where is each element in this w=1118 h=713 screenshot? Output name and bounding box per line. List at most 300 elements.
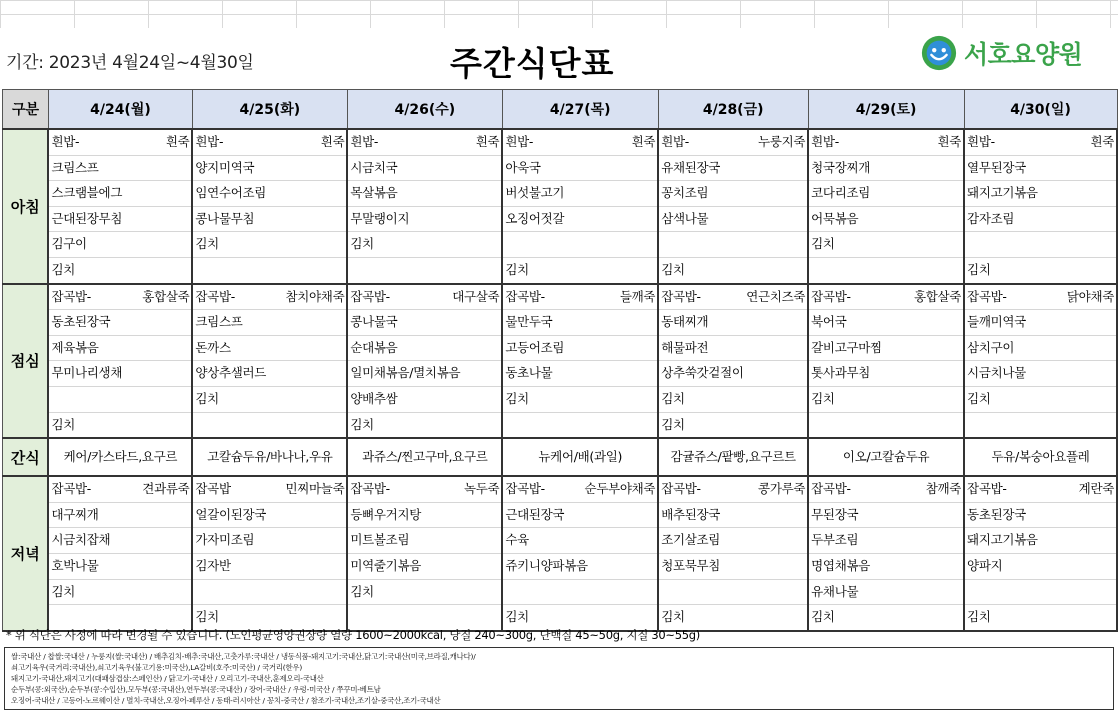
menu-item-text: 김치 xyxy=(51,416,76,432)
menu-item-text: 김치 xyxy=(661,609,685,625)
menu-item xyxy=(49,605,191,630)
menu-item xyxy=(49,285,191,311)
menu-item-text: 김치 xyxy=(967,609,991,625)
menu-item-text: 김치 xyxy=(195,609,219,625)
menu-cell xyxy=(964,284,1117,439)
menu-cell xyxy=(502,284,658,439)
menu-item xyxy=(503,258,657,283)
menu-item-text: 김치 xyxy=(350,583,374,599)
menu-item xyxy=(503,207,657,233)
menu-item xyxy=(965,477,1116,503)
day-header: 4/30(일) xyxy=(964,90,1117,130)
menu-item xyxy=(503,477,657,503)
menu-item xyxy=(965,130,1116,156)
menu-cell xyxy=(502,438,658,476)
menu-item xyxy=(49,310,191,336)
menu-item-text: 김치 xyxy=(811,609,835,625)
menu-item-text: 두부조림 xyxy=(811,532,859,548)
snack-text: 두유/복숭아요플레 xyxy=(991,449,1090,465)
snack-text: 케어/카스타드,요구르 xyxy=(63,449,178,465)
menu-item-text: 흰밥- xyxy=(195,134,224,149)
porridge-text: 견과류죽 xyxy=(142,481,190,497)
menu-item-text: 잡곡밥 xyxy=(195,481,231,497)
menu-item xyxy=(659,528,807,554)
menu-item xyxy=(193,580,346,606)
menu-item xyxy=(659,387,807,413)
menu-item xyxy=(659,232,807,258)
menu-item-text: 흰밥- xyxy=(811,134,839,149)
menu-item xyxy=(193,207,346,233)
origin-info-box xyxy=(4,647,1114,710)
menu-item-text: 임연수어조림 xyxy=(195,185,267,201)
menu-item-text: 등뼈우거지탕 xyxy=(350,506,422,522)
menu-item xyxy=(193,361,346,387)
menu-item xyxy=(503,503,657,529)
menu-item xyxy=(809,580,963,606)
menu-item xyxy=(49,207,191,233)
menu-item xyxy=(49,554,191,580)
menu-item xyxy=(965,387,1116,413)
menu-item-text: 해물파전 xyxy=(661,339,709,355)
origin-line: 쇠고기육우(국거리:국내산),쇠고기육우(불고기용:미국산),LA갈비(호주:미국산) / 국거리(한우) xyxy=(11,663,303,672)
menu-cell xyxy=(502,476,658,631)
menu-item-text: 잡곡밥- xyxy=(967,481,1007,497)
menu-item-text: 동초된장국 xyxy=(51,314,111,330)
menu-item xyxy=(49,477,191,503)
menu-item xyxy=(809,554,963,580)
porridge-text: 흰죽 xyxy=(320,134,345,149)
menu-item xyxy=(503,310,657,336)
menu-item xyxy=(348,503,501,529)
menu-item xyxy=(49,336,191,362)
menu-item-text: 김치 xyxy=(967,390,991,406)
menu-item xyxy=(503,580,657,606)
menu-item-text: 들깨미역국 xyxy=(967,314,1026,330)
menu-item xyxy=(659,413,807,438)
menu-item xyxy=(49,387,191,413)
menu-item xyxy=(965,310,1116,336)
menu-item-text: 크림스프 xyxy=(51,159,99,175)
menu-item-text: 쥬키니양파볶음 xyxy=(505,557,588,573)
menu-item xyxy=(965,207,1116,233)
menu-item-text: 김치 xyxy=(350,416,374,432)
menu-item xyxy=(965,258,1116,283)
menu-item-text: 콩나물국 xyxy=(350,314,398,330)
menu-item-text: 양파지 xyxy=(967,557,1003,573)
menu-item xyxy=(348,232,501,258)
menu-item-text: 돼지고기볶음 xyxy=(967,532,1038,548)
sheet-gridlines xyxy=(0,0,1118,28)
menu-item-text: 시금치잡채 xyxy=(51,532,111,548)
meal-label: 간식 xyxy=(3,438,49,476)
menu-item xyxy=(965,361,1116,387)
menu-item xyxy=(809,605,963,630)
menu-cell xyxy=(347,476,502,631)
day-header: 4/25(화) xyxy=(192,90,347,130)
origin-line: 순두부(콩:외국산),순두부(콩:수입산),모두부(콩:국내산),연두부(콩:국내산) / 장어-국내산 / 우렁-미국산 / 쭈꾸미-베트남 xyxy=(11,685,381,694)
menu-item xyxy=(809,361,963,387)
menu-item xyxy=(503,130,657,156)
menu-item xyxy=(348,310,501,336)
snack-text: 고칼슘두유/바나나,우유 xyxy=(207,449,333,465)
menu-item-text: 물만두국 xyxy=(505,314,553,330)
meal-row xyxy=(3,476,1118,631)
menu-item-text: 흰밥- xyxy=(505,134,534,149)
menu-item-text: 김치 xyxy=(967,261,991,277)
menu-item xyxy=(193,310,346,336)
weekly-menu-table xyxy=(2,89,1118,632)
menu-item-text: 조기살조림 xyxy=(661,532,721,548)
menu-item-text: 청국장찌개 xyxy=(811,159,871,175)
menu-item xyxy=(193,503,346,529)
menu-item xyxy=(659,156,807,182)
menu-item xyxy=(809,181,963,207)
menu-item xyxy=(49,413,191,438)
menu-item xyxy=(965,232,1116,258)
day-header: 4/29(토) xyxy=(808,90,964,130)
menu-item xyxy=(49,361,191,387)
porridge-text: 누룽지죽 xyxy=(758,134,806,149)
menu-cell xyxy=(964,438,1117,476)
menu-item-text: 어묵볶음 xyxy=(811,210,859,226)
menu-item-text: 북어국 xyxy=(811,314,847,330)
menu-item xyxy=(809,310,963,336)
porridge-text: 참깨죽 xyxy=(925,481,962,497)
menu-item-text: 흰밥- xyxy=(967,134,995,149)
menu-item xyxy=(659,477,807,503)
menu-item-text: 흰밥- xyxy=(51,134,80,149)
menu-item-text: 미트볼조림 xyxy=(350,532,410,548)
menu-item xyxy=(49,232,191,258)
menu-item xyxy=(659,130,807,156)
menu-cell xyxy=(48,129,192,284)
menu-item-text: 톳사과무침 xyxy=(811,365,871,381)
porridge-text: 흰죽 xyxy=(165,134,190,149)
menu-item xyxy=(965,181,1116,207)
porridge-text: 녹두죽 xyxy=(463,481,500,497)
menu-item xyxy=(809,387,963,413)
menu-item xyxy=(503,528,657,554)
menu-item xyxy=(503,387,657,413)
menu-item xyxy=(659,336,807,362)
porridge-text: 순두부야채죽 xyxy=(584,481,656,497)
menu-cell xyxy=(48,476,192,631)
menu-item-text: 잡곡밥- xyxy=(350,481,390,497)
menu-item-text: 김치 xyxy=(505,390,529,406)
menu-item-text: 수육 xyxy=(505,532,529,548)
menu-item-text: 아욱국 xyxy=(505,159,541,175)
menu-item xyxy=(49,181,191,207)
menu-item-text: 명엽채볶음 xyxy=(811,557,871,573)
meal-label: 저녁 xyxy=(3,476,49,631)
menu-item-text: 김치 xyxy=(661,390,685,406)
logo-text: 서호요양원 xyxy=(964,40,1083,69)
menu-item xyxy=(503,181,657,207)
menu-item xyxy=(348,477,501,503)
menu-item-text: 잡곡밥- xyxy=(811,481,851,497)
meal-label: 아침 xyxy=(3,129,49,284)
day-header: 4/28(금) xyxy=(658,90,808,130)
menu-item xyxy=(809,503,963,529)
menu-item xyxy=(193,477,346,503)
menu-item-text: 시금치국 xyxy=(350,159,398,175)
menu-item-text: 무미나리생채 xyxy=(51,365,123,381)
period-text: 기간: 2023년 4월24일~4월30일 xyxy=(6,53,254,73)
menu-item-text: 콩나물무침 xyxy=(195,210,255,226)
menu-item-text: 미역줄기볶음 xyxy=(350,557,422,573)
menu-item xyxy=(49,528,191,554)
menu-item xyxy=(659,181,807,207)
day-header: 4/26(수) xyxy=(347,90,502,130)
meal-row xyxy=(3,129,1118,284)
menu-cell xyxy=(808,284,964,439)
menu-item-text: 동초나물 xyxy=(505,365,553,381)
menu-item xyxy=(348,207,501,233)
menu-item xyxy=(193,528,346,554)
porridge-text: 참치야채죽 xyxy=(285,288,345,304)
menu-item xyxy=(193,232,346,258)
menu-item xyxy=(348,156,501,182)
menu-cell xyxy=(808,438,964,476)
porridge-text: 흰죽 xyxy=(631,134,656,149)
day-header: 4/27(목) xyxy=(502,90,658,130)
menu-cell xyxy=(192,284,347,439)
header-row xyxy=(3,90,1118,130)
menu-item-text: 동초된장국 xyxy=(967,506,1026,522)
menu-item-text: 유채된장국 xyxy=(661,159,721,175)
menu-cell xyxy=(658,129,808,284)
menu-item-text: 잡곡밥- xyxy=(967,288,1007,304)
menu-item xyxy=(503,605,657,630)
menu-item-text: 근대된장무침 xyxy=(51,210,123,226)
menu-cell xyxy=(964,129,1117,284)
menu-item xyxy=(659,554,807,580)
menu-item xyxy=(193,336,346,362)
menu-cell xyxy=(192,438,347,476)
origin-line: 오징어-국내산 / 고등어-노르웨이산 / 멸치-국내산,오징어-페루산 / 동태-러시아산 / 꽁치-중국산 / 참조기-국내산,조기살-중국산,조기-국내산 xyxy=(11,696,441,705)
menu-item xyxy=(503,554,657,580)
menu-item xyxy=(348,554,501,580)
menu-item xyxy=(809,336,963,362)
menu-item xyxy=(809,232,963,258)
menu-item-text: 버섯불고기 xyxy=(505,185,565,201)
menu-item-text: 양지미역국 xyxy=(195,159,255,175)
menu-item-text: 청포묵무침 xyxy=(661,557,721,573)
menu-item-text: 김치 xyxy=(350,236,374,252)
menu-item xyxy=(809,207,963,233)
menu-item-text: 스크램블에그 xyxy=(51,185,123,201)
menu-item-text: 김치 xyxy=(195,390,219,406)
porridge-text: 콩가루죽 xyxy=(758,481,806,497)
porridge-text: 닭야채죽 xyxy=(1066,288,1114,304)
menu-item-text: 크림스프 xyxy=(195,314,243,330)
menu-item-text: 김구이 xyxy=(51,236,87,252)
meal-row xyxy=(3,438,1118,476)
menu-item-text: 잡곡밥- xyxy=(811,288,851,304)
menu-item xyxy=(193,387,346,413)
menu-item-text: 잡곡밥- xyxy=(661,481,701,497)
menu-item-text: 배추된장국 xyxy=(661,506,721,522)
menu-item xyxy=(503,413,657,438)
menu-item xyxy=(659,361,807,387)
menu-cell xyxy=(658,476,808,631)
menu-item xyxy=(49,156,191,182)
meal-row xyxy=(3,284,1118,439)
menu-item xyxy=(659,207,807,233)
porridge-text: 홍합살죽 xyxy=(913,288,962,304)
menu-item-text: 김치 xyxy=(51,261,76,277)
menu-item-text: 삼색나물 xyxy=(661,210,709,226)
menu-item xyxy=(659,580,807,606)
menu-cell xyxy=(658,284,808,439)
menu-item-text: 김치 xyxy=(661,416,685,432)
menu-cell xyxy=(347,129,502,284)
porridge-text: 흰죽 xyxy=(1090,134,1114,149)
menu-item xyxy=(965,336,1116,362)
menu-item-text: 코다리조림 xyxy=(811,185,871,201)
menu-item-text: 김치 xyxy=(195,236,219,252)
menu-item-text: 꽁치조림 xyxy=(661,185,709,201)
menu-item xyxy=(503,336,657,362)
menu-item xyxy=(965,285,1116,311)
menu-item xyxy=(965,503,1116,529)
menu-item xyxy=(965,580,1116,606)
menu-item-text: 돈까스 xyxy=(195,339,231,355)
menu-item xyxy=(809,528,963,554)
menu-item xyxy=(193,258,346,283)
menu-item xyxy=(965,413,1116,438)
menu-item-text: 김치 xyxy=(661,261,685,277)
menu-item-text: 시금치나물 xyxy=(967,365,1026,381)
menu-item xyxy=(659,258,807,283)
menu-item xyxy=(659,285,807,311)
menu-item xyxy=(659,605,807,630)
menu-item xyxy=(193,181,346,207)
menu-item xyxy=(809,285,963,311)
porridge-text: 대구살죽 xyxy=(452,288,500,304)
menu-item-text: 잡곡밥- xyxy=(505,481,545,497)
porridge-text: 연근치즈죽 xyxy=(746,288,806,304)
menu-item xyxy=(659,310,807,336)
menu-cell xyxy=(658,438,808,476)
menu-item xyxy=(348,413,501,438)
menu-item xyxy=(193,130,346,156)
snack-text: 이오/고칼슘두유 xyxy=(842,449,930,465)
menu-item-text: 호박나물 xyxy=(51,557,99,573)
menu-item-text: 목살볶음 xyxy=(350,185,398,201)
menu-item xyxy=(809,156,963,182)
menu-item xyxy=(503,285,657,311)
menu-cell xyxy=(48,284,192,439)
menu-cell xyxy=(192,476,347,631)
menu-item-text: 상추쑥갓겉절이 xyxy=(661,365,744,381)
menu-item-text: 김치 xyxy=(51,583,76,599)
menu-item-text: 김자반 xyxy=(195,557,231,573)
menu-item xyxy=(193,156,346,182)
menu-item xyxy=(659,503,807,529)
menu-cell xyxy=(347,284,502,439)
meal-label: 점심 xyxy=(3,284,49,439)
menu-item xyxy=(809,413,963,438)
menu-item-text: 잡곡밥- xyxy=(350,288,390,304)
menu-item-text: 잡곡밥- xyxy=(51,481,91,497)
menu-item xyxy=(193,285,346,311)
menu-item xyxy=(49,258,191,283)
disclaimer-note: * 위 식단은 사정에 따라 변경될 수 있습니다. (노인평균영양권장량 열량 1600~2000kcal, 당질 240~300g, 단백질 45~50g, 지질 30~55g) xyxy=(6,628,700,642)
menu-cell xyxy=(808,476,964,631)
menu-item-text: 근대된장국 xyxy=(505,506,565,522)
menu-item-text: 잡곡밥- xyxy=(195,288,235,304)
menu-item-text: 감자조림 xyxy=(967,210,1015,226)
menu-item xyxy=(193,605,346,630)
menu-item-text: 흰밥- xyxy=(350,134,379,149)
porridge-text: 홍합살죽 xyxy=(142,288,190,304)
menu-item xyxy=(49,580,191,606)
origin-line: 쌀:국내산 / 찹쌀:국내산 / 누룽지(쌀:국내산) / 배추김치-배추:국내산,고춧가루:국내산 / 냉동식품-돼지고기:국내산,닭고기:국내산(미국,브라질,캐나다)/ xyxy=(11,652,476,661)
porridge-text: 들깨죽 xyxy=(619,288,656,304)
menu-item xyxy=(503,156,657,182)
menu-cell xyxy=(48,438,192,476)
menu-item-text: 김치 xyxy=(505,261,529,277)
menu-item-text: 김치 xyxy=(811,390,835,406)
menu-item-text: 대구찌개 xyxy=(51,506,99,522)
menu-item xyxy=(49,503,191,529)
menu-cell xyxy=(502,129,658,284)
menu-item xyxy=(503,232,657,258)
menu-item-text: 삼치구이 xyxy=(967,339,1015,355)
menu-item xyxy=(348,285,501,311)
porridge-text: 민찌마늘죽 xyxy=(285,481,345,497)
menu-item-text: 양배추쌈 xyxy=(350,390,398,406)
menu-item xyxy=(809,477,963,503)
origin-line: 돼지고기-국내산,돼지고기(대패삼겹살:스페인산) / 닭고기-국내산 / 오리고기-국내산,훈제오리-국내산 xyxy=(11,674,324,683)
menu-item xyxy=(809,130,963,156)
menu-item xyxy=(348,528,501,554)
menu-item xyxy=(49,130,191,156)
snack-text: 감귤쥬스/팥빵,요구르트 xyxy=(670,449,796,465)
gubun-header: 구분 xyxy=(3,90,49,130)
menu-item-text: 흰밥- xyxy=(661,134,689,149)
menu-item-text: 고등어조림 xyxy=(505,339,565,355)
menu-item-text: 돼지고기볶음 xyxy=(967,185,1038,201)
menu-item xyxy=(348,387,501,413)
menu-item-text: 잡곡밥- xyxy=(505,288,545,304)
day-header: 4/24(월) xyxy=(48,90,192,130)
menu-item-text: 얼갈이된장국 xyxy=(195,506,267,522)
snack-text: 과쥬스/찐고구마,요구르 xyxy=(362,449,488,465)
menu-item-text: 무말랭이지 xyxy=(350,210,410,226)
menu-item xyxy=(809,258,963,283)
menu-item xyxy=(348,181,501,207)
menu-item xyxy=(348,580,501,606)
menu-item-text: 김치 xyxy=(505,609,529,625)
menu-item-text: 일미채볶음/멸치볶음 xyxy=(350,365,461,381)
porridge-text: 흰죽 xyxy=(937,134,962,149)
menu-item xyxy=(965,156,1116,182)
menu-item xyxy=(193,554,346,580)
menu-item-text: 순대볶음 xyxy=(350,339,398,355)
menu-item-text: 동태찌개 xyxy=(661,314,709,330)
logo xyxy=(920,32,1116,74)
menu-item-text: 잡곡밥- xyxy=(661,288,701,304)
menu-item xyxy=(348,130,501,156)
menu-item xyxy=(965,554,1116,580)
menu-item xyxy=(348,336,501,362)
menu-item xyxy=(193,413,346,438)
smiley-logo-icon xyxy=(920,34,958,72)
menu-item-text: 잡곡밥- xyxy=(51,288,91,304)
menu-cell xyxy=(192,129,347,284)
